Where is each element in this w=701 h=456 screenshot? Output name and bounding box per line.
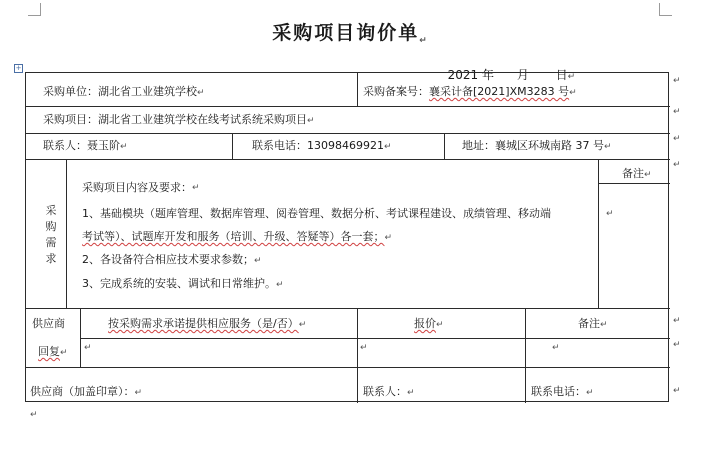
purchase-unit-label: 采购单位： [43,85,98,98]
purchase-unit-cell: 采购单位：湖北省工业建筑学校↵ [43,85,205,98]
supplier-reply-label-2: 回复↵ [38,345,68,358]
remark-header: 备注↵ [578,317,608,330]
contact-label: 联系人： [43,139,87,152]
address-cell: 地址：襄城区环城南路 37 号↵ [462,139,612,152]
record-number-cell: 采购备案号：襄采计备[2021]XM3283 号↵ [363,85,577,98]
supplier-reply-label-1: 供应商 [32,317,65,330]
commit-header: 按采购需求承诺提供相应服务（是/否）↵ [108,317,307,330]
requirement-item-2: 2、各设备符合相应技术要求参数；↵ [82,253,262,266]
requirement-item-1-line-2: 考试等）、试题库开发和服务（培训、升级、答疑等）各一套；↵ [82,230,393,243]
record-number-value: 襄采计备[2021]XM3283 号 [429,85,570,98]
requirements-heading: 采购项目内容及要求： [82,181,192,194]
date-line: 2021 年 月 日↵ [447,68,576,82]
project-label: 采购项目： [43,113,98,126]
contact-cell: 联系人：聂玉阶↵ [43,139,128,152]
requirements-side-label: 采 购 需 求 [45,204,57,265]
phone-cell: 联系电话：13098469921↵ [252,139,392,152]
phone-label: 联系电话： [252,139,307,152]
project-value: 湖北省工业建筑学校在线考试系统采购项目 [98,113,307,126]
purchase-unit-value: 湖北省工业建筑学校 [98,85,197,98]
footer-phone-label: 联系电话：↵ [531,385,594,398]
requirements-remark-label: 备注↵ [622,167,652,180]
commit-answer-cell[interactable]: ↵ [84,343,92,353]
table-move-handle-icon[interactable]: + [15,64,22,72]
address-value: 襄城区环城南路 37 号 [495,139,604,152]
address-label: 地址： [462,139,495,152]
footer-contact-label: 联系人：↵ [363,385,415,398]
requirement-item-3: 3、完成系统的安装、调试和日常维护。↵ [82,277,284,290]
remark-answer-cell[interactable]: ↵ [552,343,560,353]
phone-value: 13098469921 [307,139,384,152]
contact-value: 聂玉阶 [87,139,120,152]
page-title: 采购项目询价单$_↵$ [272,22,429,46]
supplier-seal-label: 供应商（加盖印章）：↵ [30,385,143,398]
crop-mark-top-right [659,3,672,16]
crop-mark-top-left [28,3,41,16]
project-cell: 采购项目：湖北省工业建筑学校在线考试系统采购项目↵ [43,113,315,126]
requirement-item-1-line-1: 1、基础模块（题库管理、数据库管理、阅卷管理、数据分析、考试课程建设、成绩管理、移动端 [82,207,551,220]
inquiry-table: 采购单位：湖北省工业建筑学校↵ 采购备案号：襄采计备[2021]XM3283 号↵ 采购项目：湖北省工业建筑学校在线考试系统采购项目↵ 联系人：聂玉阶↵ 联系电话：13098469921↵ 地址：襄城区环城南路 37 号↵ 采 购 需 求 采购项目内容及要求： ↵ 1、基础模块（题库管理、数据库管理、阅卷管理、数据分析、考试课程建设、成绩管理、移动端 考试等）、试题库开发和服务（培训、升级、答疑等）各一套；↵ 2、各设备符合相应技术要求参数；↵ 3、完成系统的安装、调试和日常维护。↵ 备注↵ ↵ 供应商 回复↵ 按采购需求承诺提供相应服务（是/否）↵ 报价↵ 备注↵ ↵ ↵ ↵ 供应商（加盖印章）：↵ 联系人：↵ 联系电话：↵ [25,72,669,402]
record-number-label: 采购备案号： [363,85,429,98]
price-header: 报价↵ [414,317,444,330]
price-answer-cell[interactable]: ↵ [360,343,368,353]
